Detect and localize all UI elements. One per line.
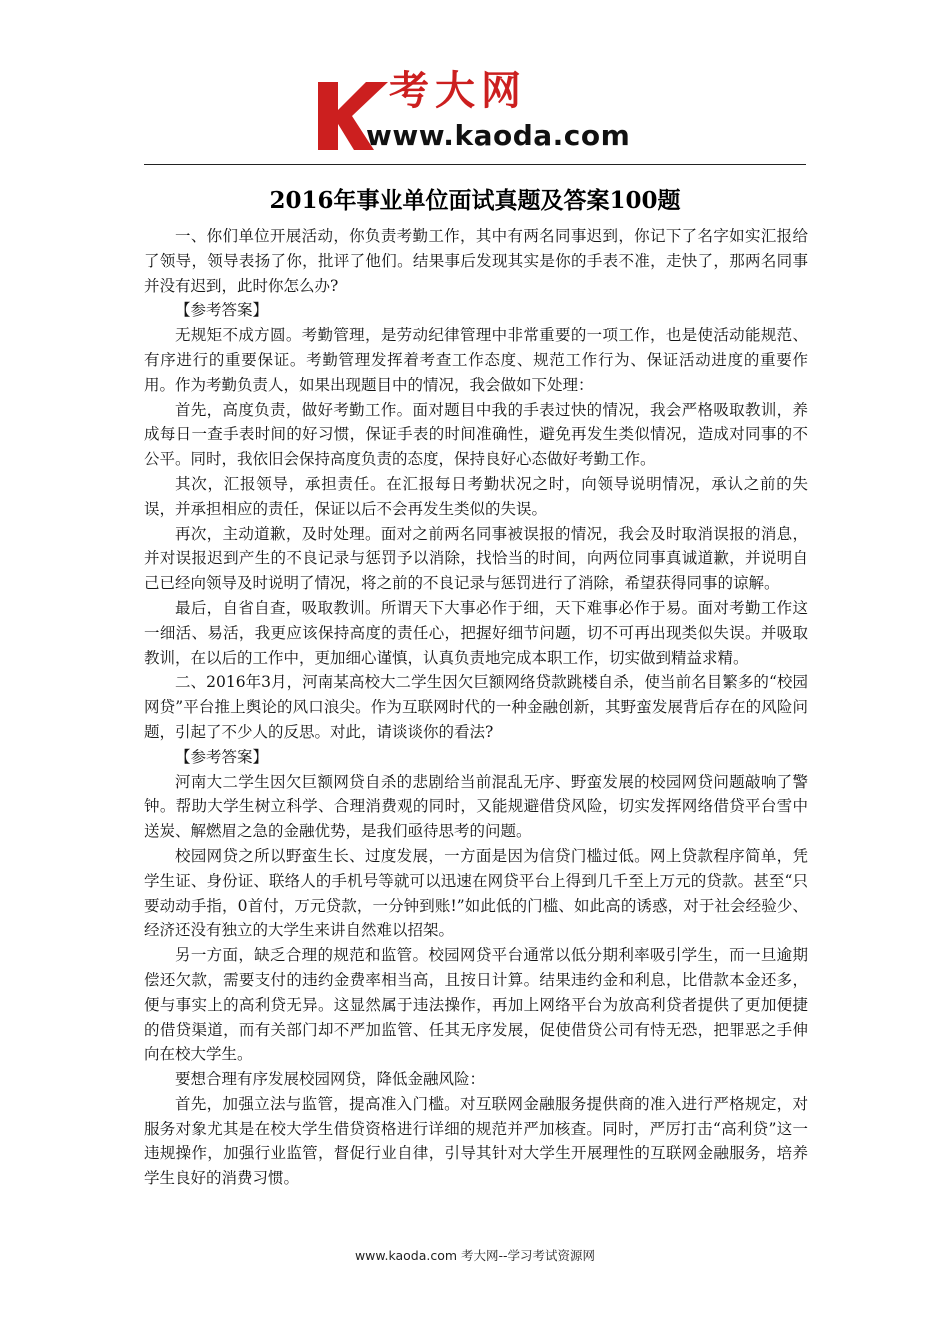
document-title: 2016年事业单位面试真题及答案100题 <box>269 187 681 214</box>
page-header <box>144 0 806 166</box>
paragraph: 河南大二学生因欠巨额网贷自杀的悲剧给当前混乱无序、野蛮发展的校园网贷问题敲响了警钟。帮助大学生树立科学、合理消费观的同时，又能规避借贷风险，切实发挥网络借贷平台雪中送炭、解燃眉之急的金融优势，是我们亟待思考的问题。 <box>144 772 808 841</box>
page-footer[interactable]: www.kaoda.com 考大网--学习考试资源网 <box>354 1248 596 1263</box>
paragraph: 无规矩不成方圆。考勤管理，是劳动纪律管理中非常重要的一项工作，也是使活动能规范、有序进行的重要保证。考勤管理发挥着考查工作态度、规范工作行为、保证活动进度的重要作用。作为考勤负责人，如果出现题目中的情况，我会做如下处理： <box>144 326 808 394</box>
logo-url: www.kaoda.com <box>366 119 631 152</box>
paragraph: 校园网贷之所以野蛮生长、过度发展，一方面是因为信贷门槛过低。网上贷款程序简单，凭学生证、身份证、联络人的手机号等就可以迅速在网贷平台上得到几千至上万元的贷款。甚至“只要动动手指，0首付，万元贷款，一分钟到账!”如此低的门槛、如此高的诱惑，对于社会经验少、经济还没有独立的大学生来讲自然难以招架。 <box>144 846 808 940</box>
document-body <box>144 224 808 1191</box>
paragraph: 二、2016年3月，河南某高校大二学生因欠巨额网络贷款跳楼自杀，使当前名目繁多的“校园网贷”平台推上舆论的风口浪尖。作为互联网时代的一种金融创新，其野蛮发展背后存在的风险问题，引起了不少人的反思。对此，请谈谈你的看法? <box>144 673 808 741</box>
answer-heading: 【参考答案】 <box>175 301 269 320</box>
paragraph: 另一方面，缺乏合理的规范和监管。校园网贷平台通常以低分期利率吸引学生，而一旦逾期偿还欠款，需要支付的违约金费率相当高，且按日计算。结果违约金和利息，比借款本金还多，便与事实上的高利贷无异。这显然属于违法操作，再加上网络平台为放高利贷者提供了更加便捷的借贷渠道，而有关部门却不严加监管、任其无序发展，促使借贷公司有恃无恐，把罪恶之手伸向在校大学生。 <box>144 946 808 1064</box>
paragraph: 首先，高度负责，做好考勤工作。面对题目中我的手表过快的情况，我会严格吸取教训，养成每日一查手表时间的好习惯，保证手表的时间准确性，避免再发生类似情况，造成对同事的不公平。同时，我依旧会保持高度负责的态度，保持良好心态做好考勤工作。 <box>144 400 808 469</box>
logo-text-cn: 考大网 <box>389 68 527 114</box>
kaoda-logo[interactable] <box>314 68 644 162</box>
paragraph: 要想合理有序发展校园网贷，降低金融风险： <box>175 1070 486 1089</box>
paragraph: 再次，主动道歉，及时处理。面对之前两名同事被误报的情况，我会及时取消误报的消息，并对误报迟到产生的不良记录与惩罚予以消除，找恰当的时间，向两位同事真诚道歉，并说明自己已经向领导及时说明了情况，将之前的不良记录与惩罚进行了消除，希望获得同事的谅解。 <box>144 524 808 593</box>
paragraph: 最后，自省自查，吸取教训。所谓天下大事必作于细，天下难事必作于易。面对考勤工作这一细活、易活，我更应该保持高度的责任心，把握好细节问题，切不可再出现类似失误。并吸取教训，在以后的工作中，更加细心谨慎，认真负责地完成本职工作，切实做到精益求精。 <box>144 598 808 667</box>
answer-heading: 【参考答案】 <box>175 747 269 766</box>
paragraph: 首先，加强立法与监管，提高准入门槛。对互联网金融服务提供商的准入进行严格规定，对服务对象尤其是在校大学生借贷资格进行详细的规范并严加核查。同时，严厉打击“高利贷”这一违规操作，加强行业监管，督促行业自律，引导其针对大学生开展理性的互联网金融服务，培养学生良好的消费习惯。 <box>144 1094 808 1188</box>
paragraph: 其次，汇报领导，承担责任。在汇报每日考勤状况之时，向领导说明情况，承认之前的失误，并承担相应的责任，保证以后不会再发生类似的失误。 <box>144 474 808 518</box>
header-divider <box>144 164 806 165</box>
paragraph: 一、你们单位开展活动，你负责考勤工作，其中有两名同事迟到，你记下了名字如实汇报给了领导，领导表扬了你，批评了他们。结果事后发现其实是你的手表不准，走快了，那两名同事并没有迟到，此时你怎么办? <box>144 227 808 295</box>
